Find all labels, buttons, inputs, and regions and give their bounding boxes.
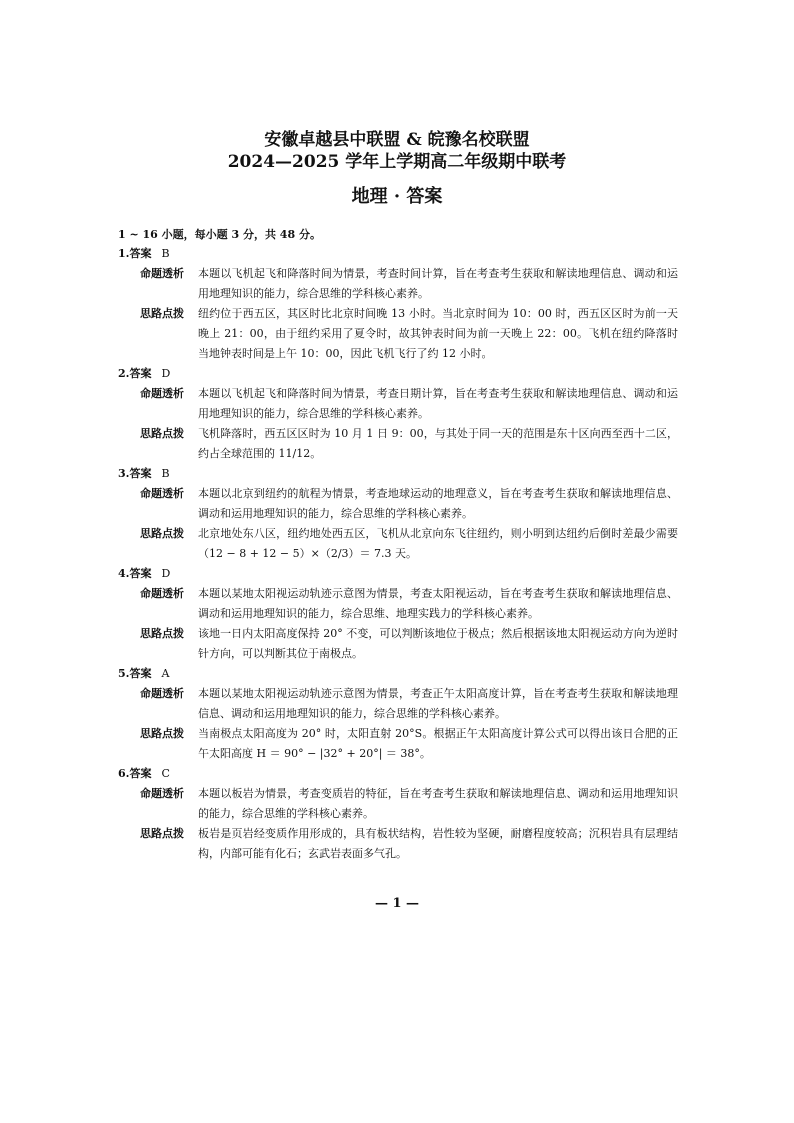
answer-value: B [161, 467, 170, 480]
analysis-label: 命题透析 [140, 687, 184, 700]
subject-title: 地理 · 答案 [351, 186, 443, 207]
title-line1: 安徽卓越县中联盟 & 皖豫名校联盟 [264, 130, 530, 150]
question-4 [118, 564, 678, 664]
answer-label: 答案 [129, 567, 152, 580]
answer-value: A [161, 667, 170, 680]
hint-label: 思路点拨 [140, 627, 184, 640]
question-6 [118, 764, 678, 864]
question-number: 3. [118, 467, 130, 480]
answer-value: B [161, 247, 170, 260]
hint-label: 思路点拨 [140, 827, 184, 840]
analysis-text: 本题以某地太阳视运动轨迹示意图为情景，考查正午太阳高度计算，旨在考查考生获取和解读地理信息、调动和运用地理知识的能力，综合思维的学科核心素养。 [198, 687, 678, 720]
answer-label: 答案 [129, 667, 152, 680]
answer-value: D [161, 367, 171, 380]
analysis-text: 本题以飞机起飞和降落时间为情景，考查日期计算，旨在考查考生获取和解读地理信息、调动和运用地理知识的能力，综合思维的学科核心素养。 [198, 387, 678, 420]
answer-value: C [161, 767, 170, 780]
hint-label: 思路点拨 [140, 307, 184, 320]
answer-list [118, 244, 678, 864]
question-3 [118, 464, 678, 564]
analysis-label: 命题透析 [140, 387, 184, 400]
analysis-text: 本题以飞机起飞和降落时间为情景，考查时间计算，旨在考查考生获取和解读地理信息、调动和运用地理知识的能力，综合思维的学科核心素养。 [198, 267, 678, 300]
question-number: 1. [118, 247, 130, 260]
answer-label: 答案 [129, 767, 152, 780]
hint-label: 思路点拨 [140, 427, 184, 440]
answer-value: D [161, 567, 171, 580]
analysis-label: 命题透析 [140, 787, 184, 800]
question-5 [118, 664, 678, 764]
analysis-label: 命题透析 [140, 587, 184, 600]
section-intro: 1 ~ 16 小题，每小题 3 分，共 48 分。 [118, 228, 321, 241]
analysis-label: 命题透析 [140, 487, 184, 500]
analysis-text: 本题以板岩为情景，考查变质岩的特征，旨在考查考生获取和解读地理信息、调动和运用地理知识的能力，综合思维的学科核心素养。 [198, 787, 678, 820]
answer-label: 答案 [129, 367, 152, 380]
page-number: — 1 — [374, 896, 420, 911]
question-1 [118, 244, 678, 364]
hint-text: 北京地处东八区，纽约地处西五区，飞机从北京向东飞往纽约，则小明到达纽约后倒时差最少需要（12 − 8 + 12 − 5）×（2/3）＝ 7.3 天。 [198, 527, 678, 560]
analysis-label: 命题透析 [140, 267, 184, 280]
answer-label: 答案 [129, 467, 152, 480]
question-2 [118, 364, 678, 464]
analysis-text: 本题以北京到纽约的航程为情景，考查地球运动的地理意义，旨在考查考生获取和解读地理信息、调动和运用地理知识的能力，综合思维的学科核心素养。 [198, 487, 678, 520]
hint-text: 飞机降落时，西五区区时为 10 月 1 日 9：00，与其处于同一天的范围是东十区向西至西十二区，约占全球范围的 11/12。 [198, 427, 678, 460]
hint-label: 思路点拨 [140, 727, 184, 740]
question-number: 6. [118, 767, 130, 780]
question-number: 2. [118, 367, 130, 380]
hint-label: 思路点拨 [140, 527, 184, 540]
hint-text: 纽约位于西五区，其区时比北京时间晚 13 小时。当北京时间为 10：00 时，西五区区时为前一天晚上 21：00，由于纽约采用了夏令时，故其钟表时间为前一天晚上 22：00。飞机在纽约降落时当地钟表时间是上午 10：00，因此飞机飞行了约 12 小时。 [198, 307, 678, 360]
hint-text: 板岩是页岩经变质作用形成的，具有板状结构，岩性较为坚硬，耐磨程度较高；沉积岩具有层理结构，内部可能有化石；玄武岩表面多气孔。 [198, 827, 678, 860]
question-number: 5. [118, 667, 130, 680]
title-line2: 2024—2025 学年上学期高二年级期中联考 [227, 152, 567, 172]
hint-text: 该地一日内太阳高度保持 20° 不变，可以判断该地位于极点；然后根据该地太阳视运动方向为逆时针方向，可以判断其位于南极点。 [198, 627, 678, 660]
analysis-text: 本题以某地太阳视运动轨迹示意图为情景，考查太阳视运动，旨在考查考生获取和解读地理信息、调动和运用地理知识的能力，综合思维、地理实践力的学科核心素养。 [198, 587, 678, 620]
answer-label: 答案 [129, 247, 152, 260]
hint-text: 当南极点太阳高度为 20° 时，太阳直射 20°S。根据正午太阳高度计算公式可以得出该日合肥的正午太阳高度 H ＝ 90° − |32° + 20°| ＝ 38°。 [198, 727, 678, 760]
question-number: 4. [118, 567, 130, 580]
